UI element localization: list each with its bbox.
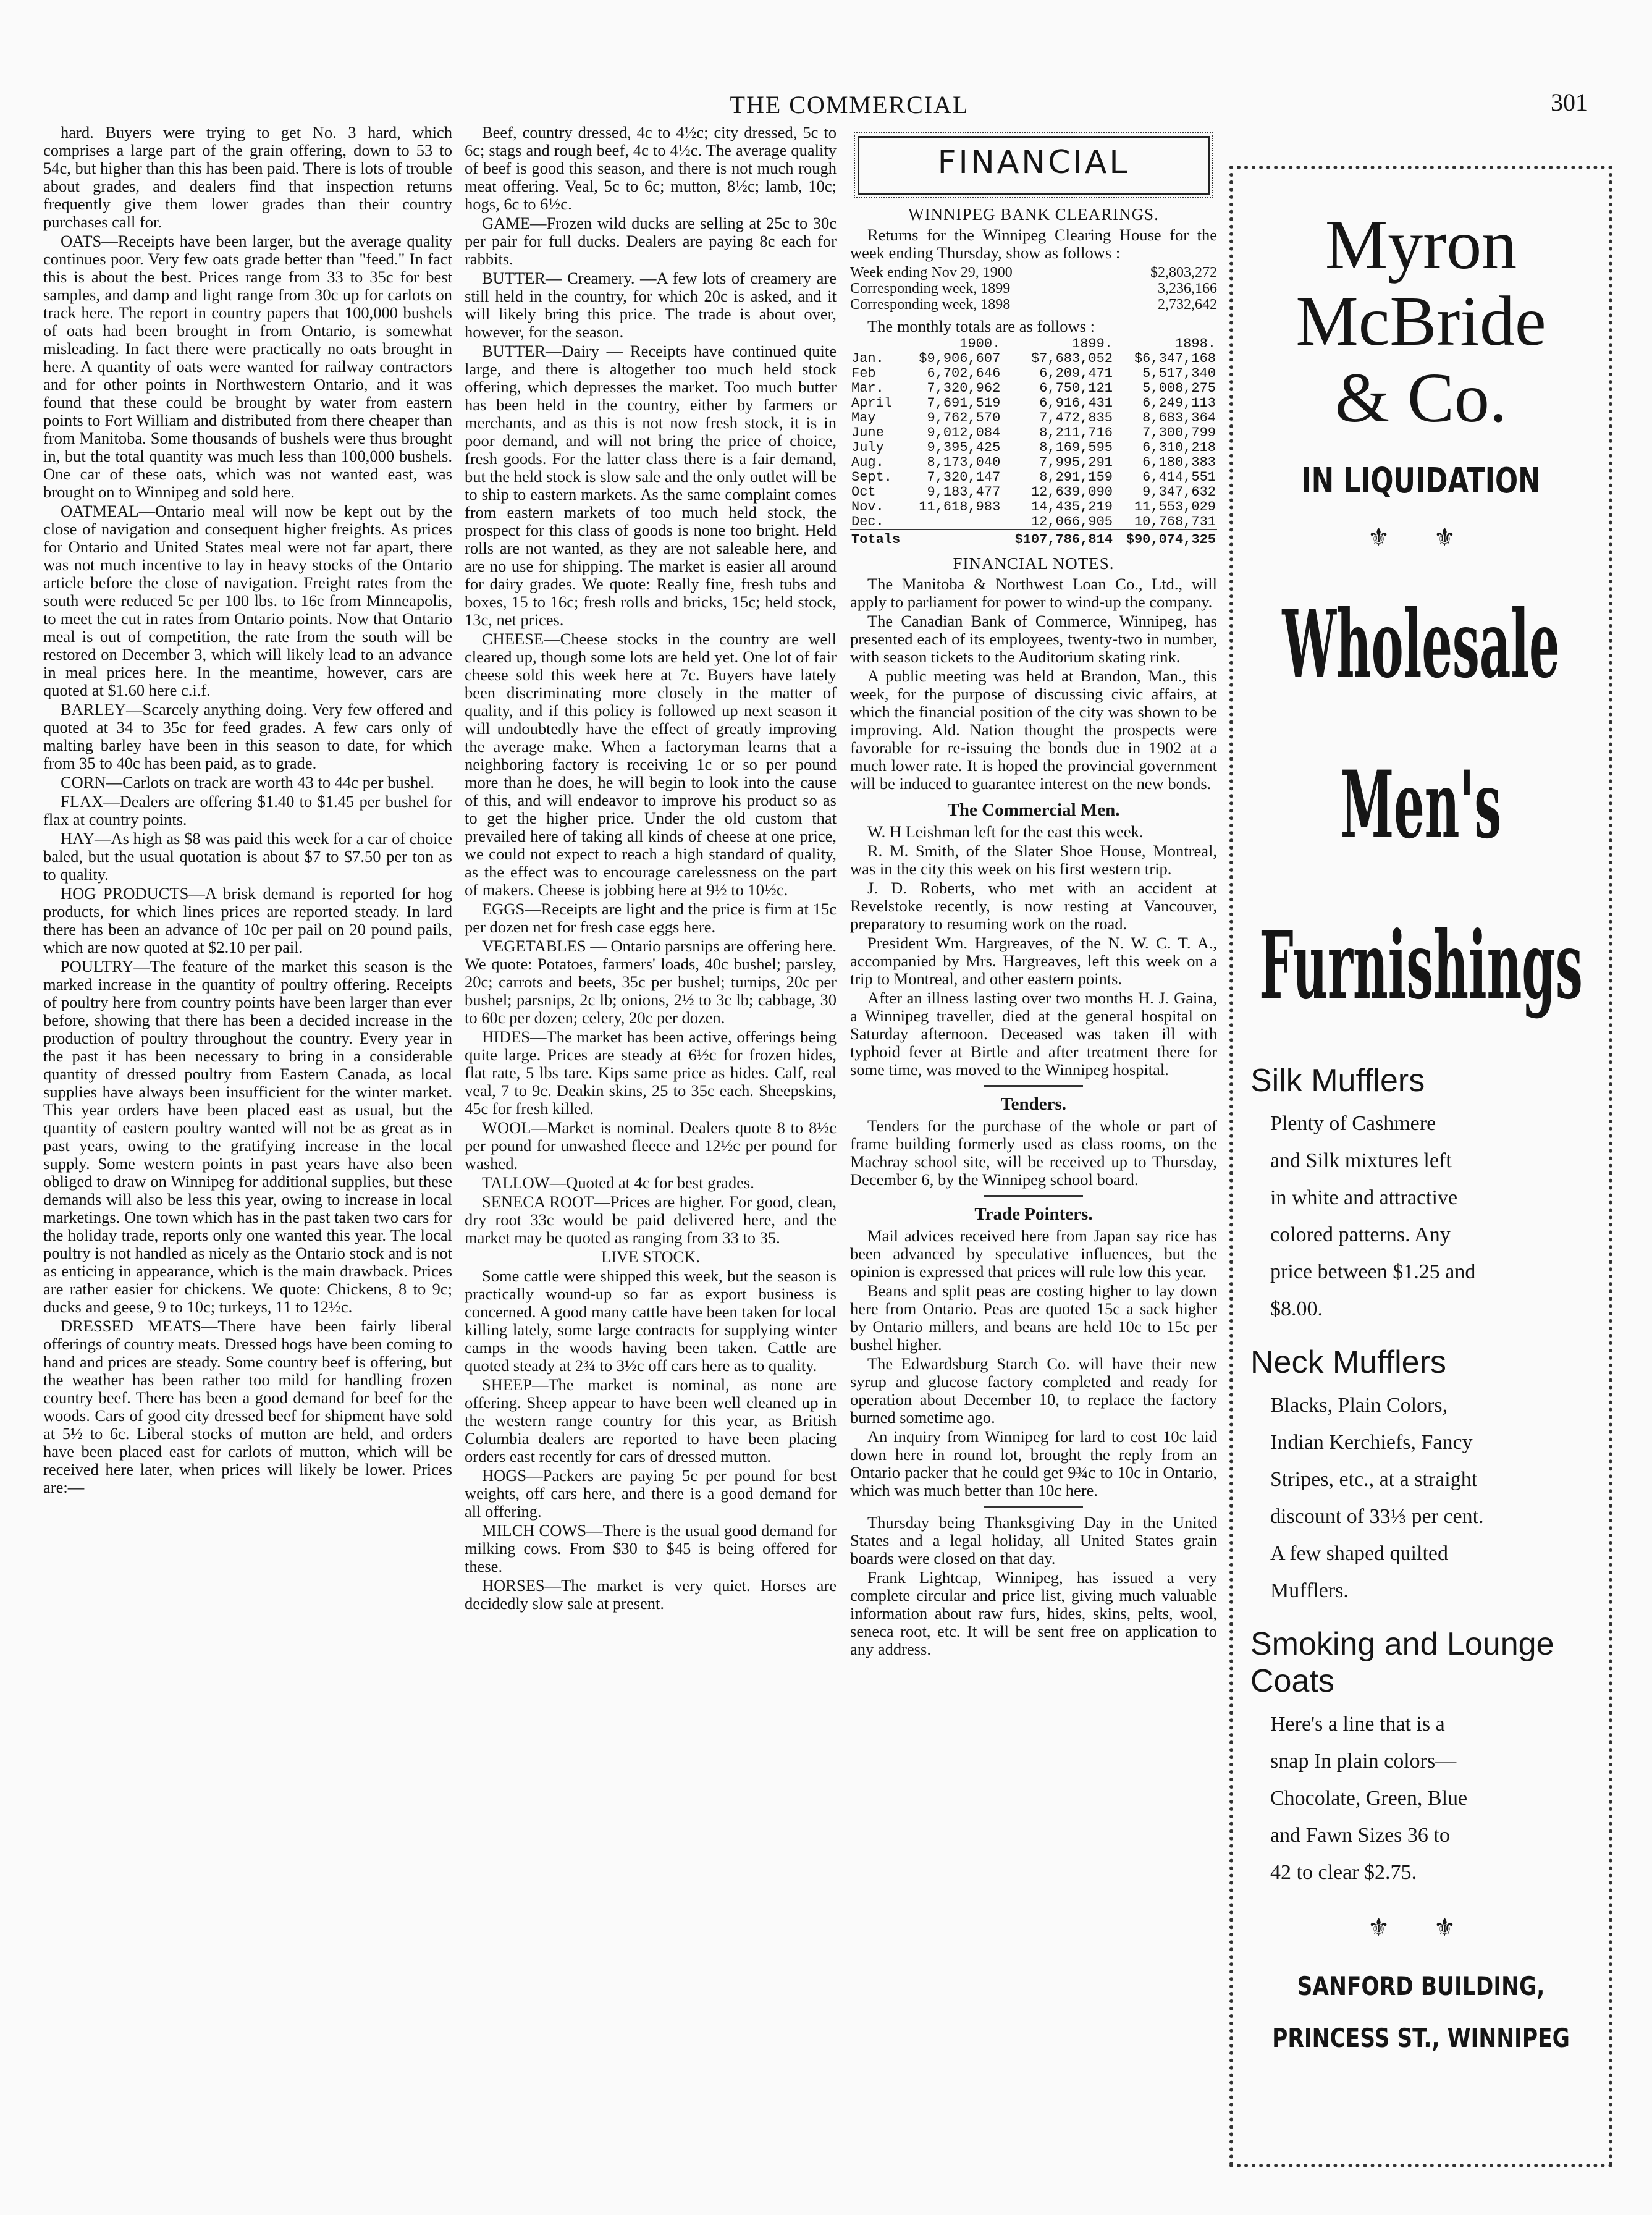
commercial-men-title: The Commercial Men. [947,800,1120,820]
clearing-value-cell: 6,180,383 [1142,455,1216,470]
table-row [850,352,1217,366]
clearing-value-cell: $9,906,607 [919,351,1001,366]
divider [984,1085,1083,1087]
clearing-value-cell: 6,702,646 [927,366,1001,381]
clearing-value-cell: 9,012,084 [927,425,1001,441]
year-header: 1900. [959,336,1001,352]
clearing-value-cell: 6,750,121 [1039,381,1113,396]
market-paragraph: Some cattle were shipped this week, but the season is practically wound-up so far as export business is concerned. A good many cattle have been taken for local killing lately, some large contracts for supplying winter camps in the woods having been taken. Cattle are quoted steady at 2¾ to 3½c off cars here as to quality. [465,1267,837,1375]
clearing-value-cell: 7,320,962 [927,381,1001,396]
market-paragraph: FLAX—Dealers are offering $1.40 to $1.45 per bushel for flax at country points. [43,792,452,829]
ad-address: SANFORD BUILDING, PRINCESS ST., WINNIPEG [1272,1971,1570,2053]
clearing-value-cell: 5,008,275 [1142,381,1216,396]
section-heading: LIVE STOCK. [601,1247,700,1266]
ad-headline-furnishings: Furnishings [1259,911,1583,1020]
fleur-de-lis-ornament-icon: ⚜ ⚜ [1367,524,1475,551]
clearing-value-cell: 8,211,716 [1039,425,1113,441]
clearing-value-cell: 9,762,570 [927,410,1001,426]
table-row [850,411,1217,426]
monthly-intro: The monthly totals are as follows : [867,317,1095,335]
advertisement [1229,166,1612,2167]
market-paragraph: VEGETABLES — Ontario parsnips are offering here. We quote: Potatoes, farmers' loads, 40c bushel; parsley, 20c; carrots and beets, 35c per bushel; turnips, 20c per bushel; parsnips, 2c lb; onions, 2½ to 3c lb; cabbage, 30 to 60c per dozen; celery, 20c per dozen. [465,937,837,1027]
month-cell: June [851,425,884,441]
market-column-2 [465,124,837,1614]
month-cell: Jan. [851,351,884,366]
clearing-value-cell: 11,553,029 [1134,499,1216,515]
note-paragraph: The Canadian Bank of Commerce, Winnipeg, has presented each of its employees, twenty-two in number, with season tickets to the Auditorium skating rink. [850,612,1217,666]
market-paragraph: HORSES—The market is very quiet. Horses are decidedly slow sale at present. [465,1576,837,1613]
table-row [850,396,1217,411]
table-row [850,485,1217,500]
clearing-value-cell: 7,691,519 [927,395,1001,411]
ad-section-title: Neck Mufflers [1250,1344,1446,1380]
clearing-value-cell: 7,320,147 [927,470,1001,485]
year-header: 1898. [1174,336,1216,352]
tenders-title: Tenders. [1000,1094,1067,1114]
month-cell: Nov. [851,499,884,515]
market-paragraph: CHEESE—Cheese stocks in the country are well cleared up, though some lots are held yet. One lot of fair cheese sold this week here at 7c. Buyers have lately been discriminating more closely in the matter of quality, and if this policy is followed up next season it will undoubtedly have the effect of greatly improving the average make. When a factoryman learns that a neighboring factory is receiving 1c or so per pound more than he does, he will begin to look into the cause of this, and will endeavor to improve his product so as to get the higher price. Under the old custom that prevailed here of taking all kinds of cheese at one price, we could not expect to reach a high standard of quality, as the effect was to encourage carelessness on the part of makers. Cheese is jobbing here at 9½ to 10½c. [465,630,837,899]
table-row [850,426,1217,441]
note-paragraph: Frank Lightcap, Winnipeg, has issued a very complete circular and price list, giving much valuable information about raw furs, hides, skins, pelts, wool, seneca root, etc. It will be sent free on application to any address. [850,1568,1217,1658]
financial-banner [858,136,1210,195]
divider [984,1195,1083,1197]
clearing-value-cell: 6,414,551 [1142,470,1216,485]
market-paragraph: Beef, country dressed, 4c to 4½c; city dressed, 5c to 6c; stags and rough beef, 4c to 4½c. The average quality of beef is good this season, and there is not much rough meat offering. Veal, 5c to 6c; mutton, 8½c; lamb, 10c; hogs, 6c to 6½c. [465,123,837,213]
market-paragraph: OATS—Receipts have been larger, but the average quality continues poor. Very few oats grade better than "feed." In fact this is about the best. Prices range from 33 to 35c for best samples, and damp and light range from 30c up for carlots on track here. The report in country papers that 100,000 bushels of oats had been brought in from Ontario, is somewhat misleading. In fact there were practically no oats brought in here. A quantity of oats were wanted for railway contractors and for other points in Northwestern Ontario, and it was found that these could be brought by water from eastern points to Fort William and distributed from there cheaper than from Manitoba. Some thousands of bushels were thus brought in, but the total quantity was much less than 100,000 bushels. One car of these oats, which was not wanted east, was brought on to Winnipeg and sold here. [43,232,452,501]
ad-section-text: Here's a line that is a snap In plain colors— Chocolate, Green, Blue and Fawn Sizes 36 to 42 to clear $2.75. [1270,1713,1468,1884]
clearing-value-cell: 7,995,291 [1039,455,1113,470]
month-cell: Aug. [851,455,884,470]
clearing-value-cell: $6,347,168 [1134,351,1216,366]
note-paragraph: The Edwardsburg Starch Co. will have their new syrup and glucose factory completed and ready for operation about December 10, to replace the factory burned sometime ago. [850,1354,1217,1427]
table-row [850,381,1217,396]
note-paragraph: R. M. Smith, of the Slater Shoe House, Montreal, was in the city this week on his first western trip. [850,842,1217,878]
clearing-value-cell: 10,768,731 [1134,514,1216,529]
publication-title: THE COMMERCIAL [730,91,969,119]
market-paragraph: TALLOW—Quoted at 4c for best grades. [482,1173,754,1192]
table-row [850,515,1217,530]
clearing-value-cell: 12,639,090 [1030,484,1113,500]
table-header-row [850,337,1217,352]
note-paragraph: Tenders for the purchase of the whole or part of frame building formerly used as class rooms, on the Machray school site, will be received up to Thursday, December 6, by the Winnipeg school board. [850,1116,1217,1189]
market-paragraph: HOGS—Packers are paying 5c per pound for best weights, off cars here, and there is a good demand for all offering. [465,1466,837,1521]
table-row [850,441,1217,455]
clearing-value-cell: 11,618,983 [919,499,1001,515]
ad-headline-wholesale: Wholesale [1282,590,1560,699]
note-paragraph: Beans and split peas are costing higher to lay down here from Ontario. Peas are quoted 15c a sack higher by Ontario millers, and beans are held 10c to 15c per bushel higher. [850,1281,1217,1354]
note-paragraph: A public meeting was held at Brandon, Man., this week, for the purpose of discussing civic affairs, at which the financial position of the city was shown to be improving. Ald. Nation thought the prospects were favorable for re-issuing the bonds due in 1902 at a much lower rate. It is hoped the provincial government will be induced to guarantee interest on the new bonds. [850,667,1217,793]
market-paragraph: DRESSED MEATS—There have been fairly liberal offerings of country meats. Dressed hogs have been coming to hand and prices are steady. Some country beef is offering, but the weather has been rather too mild for handling frozen country beef. There has been a good demand for beef for the woods. Cars of good city dressed beef for shipment have sold at 5½ to 6c. Liberal stocks of mutton are held, and orders have been placed east for carlots of mutton, which will be received here later, when prices will likely be lower. Prices are:— [43,1317,452,1496]
clearing-value-cell: 9,347,632 [1142,484,1216,500]
month-cell: Feb [851,366,876,381]
ad-section-title: Silk Mufflers [1250,1063,1425,1099]
clearing-value-cell: 8,173,040 [927,455,1001,470]
clearing-value-cell: 6,310,218 [1142,440,1216,455]
clearing-value-cell: 6,249,113 [1142,395,1216,411]
ad-section-title: Smoking and Lounge Coats [1250,1626,1554,1699]
market-paragraph: SHEEP—The market is nominal, as none are offering. Sheep appear to have been well cleaned up in the western range country for this year, as British Columbia dealers are reported to have been placing orders east recently for cars of dressed mutton. [465,1375,837,1466]
market-paragraph: OATMEAL—Ontario meal will now be kept out by the close of navigation and consequent higher freights. As prices for Ontario and United States meal were not far apart, there was not much incentive to lay in heavy stocks of the Ontario article before the close of navigation. Freight rates from the south were reduced 5c per 100 lbs. to 16c from Minneapolis, to meet the cut in rates from Ontario points. Now that Ontario meal is out of competition, the rate from the south will be restored on December 3, which will likely lead to an advance in meal prices here. In the meantime, however, cars are quoted at $1.60 here c.i.f. [43,502,452,699]
note-paragraph: Thursday being Thanksgiving Day in the United States and a legal holiday, all United States grain boards were closed on that day. [850,1513,1217,1567]
market-paragraph: SENECA ROOT—Prices are higher. For good, clean, dry root 33c would be paid delivered here, and the market may be quoted as ranging from 33 to 35. [465,1192,837,1247]
clearing-value-cell: $7,683,052 [1030,351,1113,366]
ad-headline-mens: Men's [1340,751,1502,859]
market-paragraph: WOOL—Market is nominal. Dealers quote 8 to 8½c per pound for unwashed fleece and 12½c per pound for washed. [465,1118,837,1173]
note-paragraph: Mail advices received here from Japan say rice has been advanced by speculative influences, but the opinion is expressed that prices will rule low this year. [850,1226,1217,1281]
month-cell: April [851,395,893,411]
clearing-value-cell: 8,683,364 [1142,410,1216,426]
totals-cell [908,530,1001,548]
note-paragraph: An inquiry from Winnipeg for lard to cost 10c laid down here in round lot, brought the reply from an Ontario packer that he could get 9¾c to 10c in Ontario, which was much better than 10c here. [850,1427,1217,1500]
month-cell: Sept. [851,470,893,485]
market-paragraph: BUTTER— Creamery. —A few lots of creamery are still held in the country, for which 20c is asked, and it will likely bring this price. The trade is about over, however, for the season. [465,269,837,341]
table-row [850,470,1217,485]
market-paragraph: HOG PRODUCTS—A brisk demand is reported for hog products, for which lines prices are reported steady. In lard there has been an advance of 10c per pail on 20 pound pails, which are now quoted at $2.10 per pail. [43,884,452,956]
market-paragraph: MILCH COWS—There is the usual good demand for milking cows. From $30 to $45 is being offered for these. [465,1521,837,1576]
month-cell: May [851,410,876,426]
market-paragraph: CORN—Carlots on track are worth 43 to 44c per bushel. [61,773,434,791]
month-cell: July [851,440,884,455]
weekly-row: Corresponding week, 1899 3,236,166 [850,281,1217,297]
weekly-row: Week ending Nov 29, 1900 $2,803,272 [850,264,1217,281]
advertiser-name: Myron McBride & Co. [1296,205,1546,437]
clearings-title: WINNIPEG BANK CLEARINGS. [908,205,1159,224]
note-paragraph: After an illness lasting over two months H. J. Gaina, a Winnipeg traveller, died at the general hospital on Saturday afternoon. Deceased was taken ill with typhoid fever at Birtle and after treatment there for some time, was moved to the Winnipeg hospital. [850,989,1217,1079]
month-cell: Mar. [851,381,884,396]
month-cell: Oct [851,484,876,500]
table-row [850,500,1217,515]
running-head [93,79,1606,119]
totals-cell: Totals [850,530,908,548]
totals-cell: $90,074,325 [1114,530,1217,548]
clearing-value-cell: 14,435,219 [1030,499,1113,515]
totals-cell: $107,786,814 [1001,530,1114,548]
divider [984,1506,1083,1508]
clearing-value-cell: 7,300,799 [1142,425,1216,441]
financial-heading: FINANCIAL [937,144,1130,181]
market-paragraph: POULTRY—The feature of the market this season is the marked increase in the quantity of poultry offering. Receipts of poultry here from country points have been larger than ever before, showing that there has been a decided increase in the production of poultry throughout the country. Every year in the past it has been necessary to bring in a considerable quantity of dressed poultry from Eastern Canada, as local supplies have always been insufficient for the winter market. This year orders have been placed east as usual, but the quantity of eastern poultry wanted will not be as great as in past years, owing to the gratifying increase in the local supply. Some western points in past years have also been obliged to draw on Winnipeg for additional supplies, but these demands will also be less this year, owing to increase in local marketings. One town which has in the past taken two cars for the holiday trade, reports only one wanted this year. The local poultry is not handled as nicely as the Ontario stock and is not as enticing in appearance, which is the main drawback. Prices are rather easier for chickens. We quote: Chickens, 8 to 9c; ducks and geese, 9 to 10c; turkeys, 11 to 12½c. [43,957,452,1316]
trade-pointers-title: Trade Pointers. [974,1204,1093,1224]
clearing-value-cell: 9,395,425 [927,440,1001,455]
clearing-value-cell: 8,291,159 [1039,470,1113,485]
market-paragraph: EGGS—Receipts are light and the price is firm at 15c per dozen net for fresh case eggs here. [465,900,837,936]
clearing-value-cell: 6,916,431 [1039,395,1113,411]
clearing-value-cell: 5,517,340 [1142,366,1216,381]
weekly-clearings [850,264,1217,313]
market-column-1 [43,124,452,1498]
financial-notes-title: FINANCIAL NOTES. [953,554,1115,573]
market-paragraph: HAY—As high as $8 was paid this week for a car of choice baled, but the usual quotation is about $7 to $7.50 per ton as to quality. [43,829,452,884]
table-row [850,455,1217,470]
market-paragraph: HIDES—The market has been active, offerings being quite large. Prices are steady at 6½c for frozen hides, flat rate, 5 lbs tare. Kips same price as hides. Calf, real veal, 7 to 9c. Deakin skins, 25 to 35c each. Sheepskins, 45c for fresh killed. [465,1027,837,1118]
clearing-value-cell: 6,209,471 [1039,366,1113,381]
monthly-clearings-table [850,337,1217,547]
market-paragraph: BUTTER—Dairy — Receipts have continued quite large, and there is altogether too much held stock offering, which depresses the market. Too much butter has been held in the country, either by farmers or merchants, and as this is not now fresh stock, it is in poor demand, and will not bring the price of choice, fresh goods. For the latter class there is a fair demand, but the held stock is slow sale and the only outlet will be to ship to eastern markets. As the same complaint comes from eastern markets of too much held stock, the prospect for this class of goods is none too bright. Held rolls are not wanted, as they are not saleable here, and are no use for shipping. The market is easier all around for dairy grades. We quote: Really fine, fresh tubs and boxes, 15 to 16c; fresh rolls and bricks, 15c; held stock, 13c, net prices. [465,342,837,629]
note-paragraph: The Manitoba & Northwest Loan Co., Ltd., will apply to parliament for power to wind-up the company. [850,575,1217,611]
ad-section-text: Blacks, Plain Colors, Indian Kerchiefs, Fancy Stripes, etc., at a straight discount of 33⅓ per cent. A few shaped quilted Mufflers. [1270,1394,1484,1602]
note-paragraph: W. H Leishman left for the east this week. [867,822,1144,841]
month-cell: Dec. [851,514,884,529]
note-paragraph: President Wm. Hargreaves, of the N. W. C. T. A., accompanied by Mrs. Hargreaves, left this week on a trip to Montreal, and other eastern points. [850,934,1217,988]
financial-column [850,124,1217,1660]
market-paragraph: BARLEY—Scarcely anything doing. Very few offered and quoted at 34 to 35c for feed grades. A few cars only of malting barley have been in this season to date, for which from 35 to 40c has been paid, as to grade. [43,700,452,772]
page-number: 301 [1551,88,1588,116]
fleur-de-lis-ornament-icon: ⚜ ⚜ [1367,1914,1475,1941]
market-paragraph: GAME—Frozen wild ducks are selling at 25c to 30c per pair for full ducks. Dealers are paying 8c each for rabbits. [465,214,837,268]
ad-section-text: Plenty of Cashmere and Silk mixtures left in white and attractive colored patterns. Any price between $1.25 and $8.00. [1270,1112,1476,1320]
clearing-value-cell [908,515,1001,530]
year-header: 1899. [1072,336,1113,352]
weekly-row: Corresponding week, 1898 2,732,642 [850,297,1217,313]
clearing-value-cell: 12,066,905 [1030,514,1113,529]
table-row [850,366,1217,381]
clearing-value-cell: 7,472,835 [1039,410,1113,426]
clearing-value-cell: 8,169,595 [1039,440,1113,455]
market-paragraph: hard. Buyers were trying to get No. 3 hard, which comprises a large part of the grain offering, down to 53 to 54c, but higher than this has been paid. There is lots of trouble about grades, and dealers find that inspection returns frequently give them lower grades than their country purchases call for. [43,123,452,231]
clearings-intro: Returns for the Winnipeg Clearing House for the week ending Thursday, show as follows : [850,226,1217,262]
note-paragraph: J. D. Roberts, who met with an accident at Revelstoke recently, is now resting at Vancouver, preparatory to resuming work on the road. [850,879,1217,933]
clearing-value-cell: 9,183,477 [927,484,1001,500]
totals-row [850,530,1217,548]
liquidation-label: IN LIQUIDATION [1301,461,1541,501]
